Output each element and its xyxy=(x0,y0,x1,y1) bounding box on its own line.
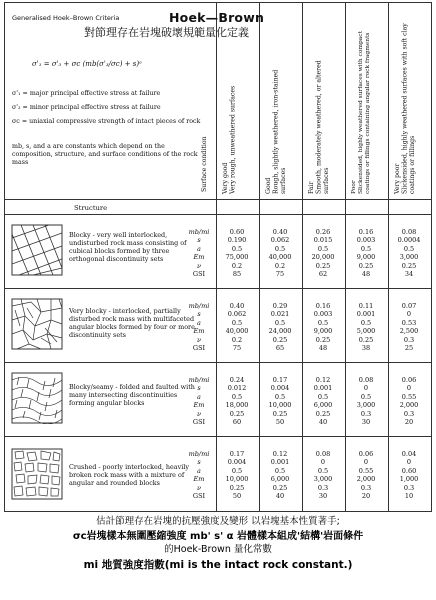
header-sep xyxy=(4,199,432,200)
value-entry: 0.60 xyxy=(401,466,417,475)
value-entry: 0.17 xyxy=(272,376,288,384)
caption-line-3: 的Hoek-Brown 量化常數 xyxy=(164,544,272,555)
surface-col-poor: Poor Slickensided, highly weathered surfaces with compact coatings or fillings containing angular rock fragments xyxy=(351,31,372,194)
value-entry: 0.001 xyxy=(356,310,376,319)
param-gsi: GSI xyxy=(192,344,206,353)
value-entry: 0.001 xyxy=(313,384,333,393)
value-entry: 0.26 xyxy=(315,228,331,236)
very-blocky-structure-sketch xyxy=(11,298,63,350)
value-entry: 0.55 xyxy=(358,466,374,475)
value-entry: 0.5 xyxy=(274,392,286,401)
value-entry: 0.3 xyxy=(403,335,415,344)
frame-bottom xyxy=(4,511,432,512)
value-entry: 0.16 xyxy=(315,302,331,310)
value-entry: 10 xyxy=(404,492,414,501)
value-cell xyxy=(347,228,385,279)
value-entry: 0.5 xyxy=(231,318,243,327)
hoek-brown-table xyxy=(4,2,432,512)
value-entry: 0.012 xyxy=(227,384,247,393)
value-entry: 0.5 xyxy=(360,392,372,401)
value-entry: 0.25 xyxy=(315,409,331,418)
value-entry: 0.2 xyxy=(231,261,243,270)
value-cell xyxy=(218,450,256,501)
caption-line-1: 估計節理存在岩塊的抗壓強度及變形 以岩塊基本性質著手; xyxy=(96,516,340,527)
value-entry: 48 xyxy=(318,344,328,353)
value-entry: 40,000 xyxy=(225,327,249,336)
hoek-brown-title: Hoek—Brown xyxy=(169,10,265,25)
value-cell xyxy=(261,228,299,279)
value-cell xyxy=(390,228,428,279)
value-entry: 0.5 xyxy=(317,466,329,475)
value-entry: 0.062 xyxy=(227,310,247,319)
value-cell xyxy=(304,376,342,427)
value-entry: 75,000 xyxy=(225,253,249,262)
surface-col-very-poor: Very poor Slickensided, highly weathered surfaces with soft clay coatings or fillings xyxy=(394,23,416,194)
value-entry: 0.2 xyxy=(274,261,286,270)
param-a: a xyxy=(197,392,201,401)
value-entry: 34 xyxy=(404,270,414,279)
value-cell xyxy=(261,450,299,501)
surface-col-good: Good Rough, slightly weathered, iron-stained surfaces xyxy=(265,69,287,194)
param-nu: ν xyxy=(197,261,201,270)
value-entry: 50 xyxy=(275,418,285,427)
param-a: a xyxy=(197,318,201,327)
value-entry: 25 xyxy=(404,344,414,353)
value-entry: 20 xyxy=(404,418,414,427)
value-entry: 2,000 xyxy=(356,475,376,484)
value-entry: 0.021 xyxy=(270,310,290,319)
chinese-title: 對節理存在岩塊破壞規範量化定義 xyxy=(84,26,249,39)
value-cell xyxy=(347,450,385,501)
value-entry: 0.003 xyxy=(356,236,376,245)
value-entry: 6,000 xyxy=(270,475,290,484)
value-entry: 62 xyxy=(318,270,328,279)
param-mb-mi: mb/mi xyxy=(188,450,210,458)
value-entry: 85 xyxy=(232,270,242,279)
row-desc-blocky-seamy: Blocky/seamy - folded and faulted with many intersecting discontinuities forming angular blocks xyxy=(69,383,195,407)
value-entry: 24,000 xyxy=(268,327,292,336)
value-entry: 0.07 xyxy=(401,302,417,310)
param-nu: ν xyxy=(197,335,201,344)
value-entry: 0.25 xyxy=(229,483,245,492)
value-entry: 0.29 xyxy=(272,302,288,310)
value-entry: 0.04 xyxy=(401,450,417,458)
value-entry: 0.06 xyxy=(358,450,374,458)
value-entry: 6,000 xyxy=(313,401,333,410)
row-sep xyxy=(4,362,432,363)
param-labels-row3 xyxy=(185,376,213,427)
value-entry: 0 xyxy=(320,458,326,467)
frame-top xyxy=(4,2,432,3)
caption-line-4: mi 地質強度指數(mi is the intact rock constant.) xyxy=(83,559,353,571)
value-entry: 0.5 xyxy=(360,244,372,253)
param-gsi: GSI xyxy=(192,418,206,427)
value-entry: 0.12 xyxy=(315,376,331,384)
value-entry: 0.5 xyxy=(231,466,243,475)
value-entry: 0.5 xyxy=(274,244,286,253)
value-entry: 20,000 xyxy=(311,253,335,262)
row-sep xyxy=(4,436,432,437)
value-entry: 0.001 xyxy=(270,458,290,467)
value-entry: 60 xyxy=(232,418,242,427)
param-labels-row4 xyxy=(185,450,213,501)
value-cell xyxy=(304,450,342,501)
value-entry: 0.5 xyxy=(403,244,415,253)
value-entry: 0.004 xyxy=(270,384,290,393)
definition-sigmac: σc = uniaxial compressive strength of intact pieces of rock xyxy=(12,118,201,125)
caption-line-2: σc岩塊樣本無圍壓縮強度 mb' s' α 岩體樣本組成'結構'岩面條件 xyxy=(72,531,364,542)
value-entry: 0.004 xyxy=(227,458,247,467)
value-entry: 0.11 xyxy=(358,302,374,310)
value-entry: 1,000 xyxy=(399,475,419,484)
value-entry: 0 xyxy=(406,458,412,467)
value-entry: 0 xyxy=(363,458,369,467)
row-desc-very-blocky: Very blocky - interlocked, partially disturbed rock mass with multifaceted angular blocks formed by four or more discontinuity sets xyxy=(69,307,195,339)
value-entry: 0.25 xyxy=(315,335,331,344)
value-entry: 65 xyxy=(275,344,285,353)
value-entry: 0.2 xyxy=(231,335,243,344)
value-entry: 3,000 xyxy=(356,401,376,410)
value-entry: 0 xyxy=(406,310,412,319)
blocky-seamy-structure-sketch xyxy=(11,372,63,424)
value-entry: 0.25 xyxy=(272,409,288,418)
value-entry: 0.53 xyxy=(401,318,417,327)
param-nu: ν xyxy=(197,483,201,492)
value-entry: 0.25 xyxy=(229,409,245,418)
param-em: Em xyxy=(193,401,205,410)
crushed-structure-sketch xyxy=(11,448,63,500)
param-s: s xyxy=(197,384,201,393)
value-cell xyxy=(218,376,256,427)
value-entry: 48 xyxy=(361,270,371,279)
value-entry: 0.25 xyxy=(358,335,374,344)
param-s: s xyxy=(197,458,201,467)
value-cell xyxy=(347,376,385,427)
value-entry: 0.5 xyxy=(274,318,286,327)
value-entry: 0.5 xyxy=(317,244,329,253)
value-entry: 0.12 xyxy=(272,450,288,458)
value-entry: 75 xyxy=(275,270,285,279)
value-cell xyxy=(390,376,428,427)
value-entry: 0 xyxy=(363,384,369,393)
definition-constants: mb, s, and a are constants which depend on the composition, structure, and surface conditions of the rock mass xyxy=(12,143,198,166)
value-entry: 5,000 xyxy=(356,327,376,336)
value-entry: 50 xyxy=(232,492,242,501)
value-cell xyxy=(218,302,256,353)
value-entry: 0.5 xyxy=(317,318,329,327)
definition-sigma1: σ'₁ = major principal effective stress at failure xyxy=(12,90,161,97)
value-entry: 0.40 xyxy=(229,302,245,310)
value-entry: 75 xyxy=(232,344,242,353)
value-entry: 18,000 xyxy=(225,401,249,410)
param-gsi: GSI xyxy=(192,270,206,279)
param-gsi: GSI xyxy=(192,492,206,501)
value-entry: 0.5 xyxy=(231,244,243,253)
value-entry: 30 xyxy=(361,418,371,427)
value-entry: 0.5 xyxy=(274,466,286,475)
definition-sigma3: σ'₃ = minor principal effective stress at failure xyxy=(12,104,161,111)
value-entry: 0.25 xyxy=(272,335,288,344)
value-cell xyxy=(218,228,256,279)
value-cell xyxy=(390,450,428,501)
value-entry: 0.5 xyxy=(360,318,372,327)
param-em: Em xyxy=(193,475,205,484)
surface-col-very-good: Very good Very rough, unweathered surfaces xyxy=(222,85,237,194)
value-cell xyxy=(347,302,385,353)
param-labels-row2 xyxy=(185,302,213,353)
value-entry: 38 xyxy=(361,344,371,353)
param-a: a xyxy=(197,466,201,475)
value-entry: 20 xyxy=(361,492,371,501)
param-em: Em xyxy=(193,253,205,262)
value-entry: 0.17 xyxy=(229,450,245,458)
blocky-structure-sketch xyxy=(11,224,63,276)
value-entry: 0.5 xyxy=(231,392,243,401)
value-entry: 3,000 xyxy=(399,253,419,262)
structure-label: Structure xyxy=(74,204,108,212)
param-s: s xyxy=(197,236,201,245)
value-entry: 30 xyxy=(318,492,328,501)
value-entry: 0.3 xyxy=(317,483,329,492)
value-cell xyxy=(304,302,342,353)
value-entry: 0.16 xyxy=(358,228,374,236)
value-entry: 0.08 xyxy=(315,450,331,458)
value-entry: 2,000 xyxy=(399,401,419,410)
value-cell xyxy=(390,302,428,353)
value-entry: 0.190 xyxy=(227,236,247,245)
value-cell xyxy=(261,376,299,427)
value-entry: 0.3 xyxy=(360,483,372,492)
value-entry: 0.3 xyxy=(403,409,415,418)
param-mb-mi: mb/mi xyxy=(188,376,210,384)
param-mb-mi: mb/mi xyxy=(188,228,210,236)
failure-equation: σ'₁ = σ'₃ + σc (mb(σ'₃/σc) + s)ᵃ xyxy=(32,60,142,68)
row-sep xyxy=(4,214,432,215)
value-entry: 0.062 xyxy=(270,236,290,245)
value-entry: 0.08 xyxy=(401,228,417,236)
value-entry: 40 xyxy=(275,492,285,501)
value-entry: 0.25 xyxy=(358,261,374,270)
row-desc-crushed: Crushed - poorly interlocked, heavily broken rock mass with a mixture of angular and rounded blocks xyxy=(69,463,189,487)
value-entry: 40,000 xyxy=(268,253,292,262)
value-entry: 10,000 xyxy=(225,475,249,484)
value-entry: 0.003 xyxy=(313,310,333,319)
param-nu: ν xyxy=(197,409,201,418)
value-entry: 3,000 xyxy=(313,475,333,484)
value-entry: 0 xyxy=(406,384,412,393)
value-cell xyxy=(261,302,299,353)
value-entry: 0.25 xyxy=(272,483,288,492)
value-entry: 9,000 xyxy=(313,327,333,336)
value-entry: 0.40 xyxy=(272,228,288,236)
value-entry: 0.3 xyxy=(360,409,372,418)
value-entry: 0.25 xyxy=(401,261,417,270)
value-entry: 0.60 xyxy=(229,228,245,236)
surface-col-fair: Fair Smooth, moderately weathered, or altered surfaces xyxy=(308,60,330,194)
param-em: Em xyxy=(193,327,205,336)
param-a: a xyxy=(197,244,201,253)
value-entry: 0.55 xyxy=(401,392,417,401)
value-entry: 0.25 xyxy=(315,261,331,270)
value-entry: 10,000 xyxy=(268,401,292,410)
value-entry: 0.3 xyxy=(403,483,415,492)
value-entry: 0.06 xyxy=(401,376,417,384)
row-sep xyxy=(4,288,432,289)
value-entry: 9,000 xyxy=(356,253,376,262)
param-mb-mi: mb/mi xyxy=(188,302,210,310)
criteria-title: Generalised Hoek–Brown Criteria xyxy=(12,14,120,22)
row-desc-blocky: Blocky - very well interlocked, undisturbed rock mass consisting of cubical blocks formed by three orthogonal discontinuity sets xyxy=(69,231,187,263)
value-entry: 0.08 xyxy=(358,376,374,384)
param-labels-row1 xyxy=(185,228,213,279)
value-entry: 0.0004 xyxy=(397,236,421,245)
value-entry: 2,500 xyxy=(399,327,419,336)
value-entry: 40 xyxy=(318,418,328,427)
param-s: s xyxy=(197,310,201,319)
value-entry: 0.5 xyxy=(317,392,329,401)
value-cell xyxy=(304,228,342,279)
value-entry: 0.24 xyxy=(229,376,245,384)
surface-condition-label: Surface condition xyxy=(201,136,208,192)
value-entry: 0.015 xyxy=(313,236,333,245)
